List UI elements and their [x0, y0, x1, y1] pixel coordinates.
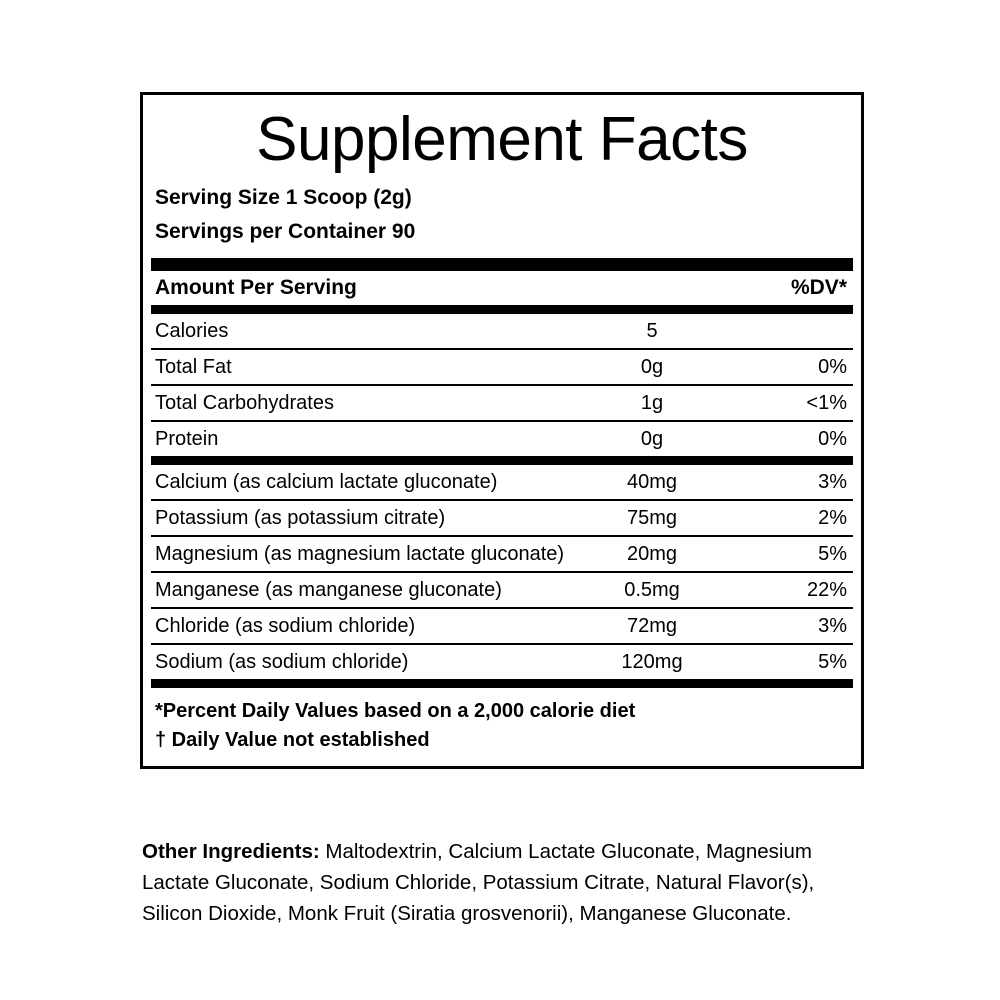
nutrient-dv: 2%	[818, 507, 847, 530]
divider-under-header	[151, 305, 853, 314]
panel-title: Supplement Facts	[256, 105, 748, 174]
table-row	[151, 350, 853, 384]
supplement-facts-panel	[140, 92, 864, 769]
nutrient-name: Manganese (as manganese gluconate)	[155, 579, 502, 602]
table-row	[151, 573, 853, 607]
table-row	[151, 645, 853, 679]
table-row	[151, 501, 853, 535]
nutrient-dv: 0%	[818, 356, 847, 379]
nutrient-name: Magnesium (as magnesium lactate gluconate)	[155, 543, 565, 566]
nutrient-name: Chloride (as sodium chloride)	[155, 615, 416, 638]
nutrient-amount: 120mg	[621, 651, 683, 674]
nutrient-name: Total Carbohydrates	[155, 392, 334, 415]
nutrient-amount: 0g	[640, 356, 664, 379]
nutrient-dv	[727, 314, 853, 348]
nutrient-name: Protein	[155, 428, 219, 451]
nutrient-amount: 5	[646, 320, 658, 343]
header-amount-per-serving: Amount Per Serving	[155, 275, 357, 299]
divider-thick-top	[151, 258, 853, 271]
nutrient-name: Sodium (as sodium chloride)	[155, 651, 409, 674]
nutrient-name: Calcium (as calcium lactate gluconate)	[155, 471, 498, 494]
nutrient-name: Potassium (as potassium citrate)	[155, 507, 446, 530]
nutrient-dv: 0%	[818, 428, 847, 451]
nutrient-dv: 22%	[806, 579, 847, 602]
serving-size: Serving Size 1 Scoop (2g)	[155, 186, 412, 209]
nutrient-dv: <1%	[806, 392, 847, 415]
table-row	[151, 386, 853, 420]
nutrient-amount: 0g	[640, 428, 664, 451]
nutrient-name: Total Fat	[155, 356, 232, 379]
table-row	[151, 537, 853, 571]
nutrient-amount: 0.5mg	[624, 579, 680, 602]
nutrient-amount: 75mg	[626, 507, 678, 530]
divider-between-sections	[151, 456, 853, 465]
other-ingredients-text: Maltodextrin, Calcium Lactate Gluconate, Magnesium Lactate Gluconate, Sodium Chloride, Potassium Citrate, Natural Flavor(s), Silicon Dioxide, Monk Fruit (Siratia grosvenorii), Manganese Gluconate.	[142, 840, 815, 926]
nutrient-dv: 3%	[818, 615, 847, 638]
footnote-dv-not-established: † Daily Value not established	[155, 729, 430, 752]
divider-above-footnotes	[151, 679, 853, 688]
nutrient-amount: 1g	[640, 392, 664, 415]
nutrient-amount: 40mg	[626, 471, 678, 494]
nutrient-dv: 5%	[818, 651, 847, 674]
nutrient-dv: 3%	[818, 471, 847, 494]
other-ingredients	[142, 836, 854, 929]
nutrient-dv: 5%	[818, 543, 847, 566]
table-row	[151, 314, 853, 348]
table-row	[151, 609, 853, 643]
table-row	[151, 465, 853, 499]
other-ingredients-label: Other Ingredients:	[142, 840, 320, 863]
servings-per-container: Servings per Container 90	[155, 220, 416, 244]
table-header-row	[151, 271, 853, 305]
header-daily-value: %DV*	[790, 275, 847, 299]
footnote-daily-values: *Percent Daily Values based on a 2,000 calorie diet	[155, 700, 636, 723]
nutrient-amount: 72mg	[626, 615, 678, 638]
nutrient-name: Calories	[155, 320, 229, 343]
nutrient-amount: 20mg	[626, 543, 678, 566]
header-table	[151, 271, 853, 305]
minerals-table	[151, 465, 853, 679]
macros-table	[151, 314, 853, 456]
table-row	[151, 422, 853, 456]
header-amount-spacer	[577, 271, 727, 305]
